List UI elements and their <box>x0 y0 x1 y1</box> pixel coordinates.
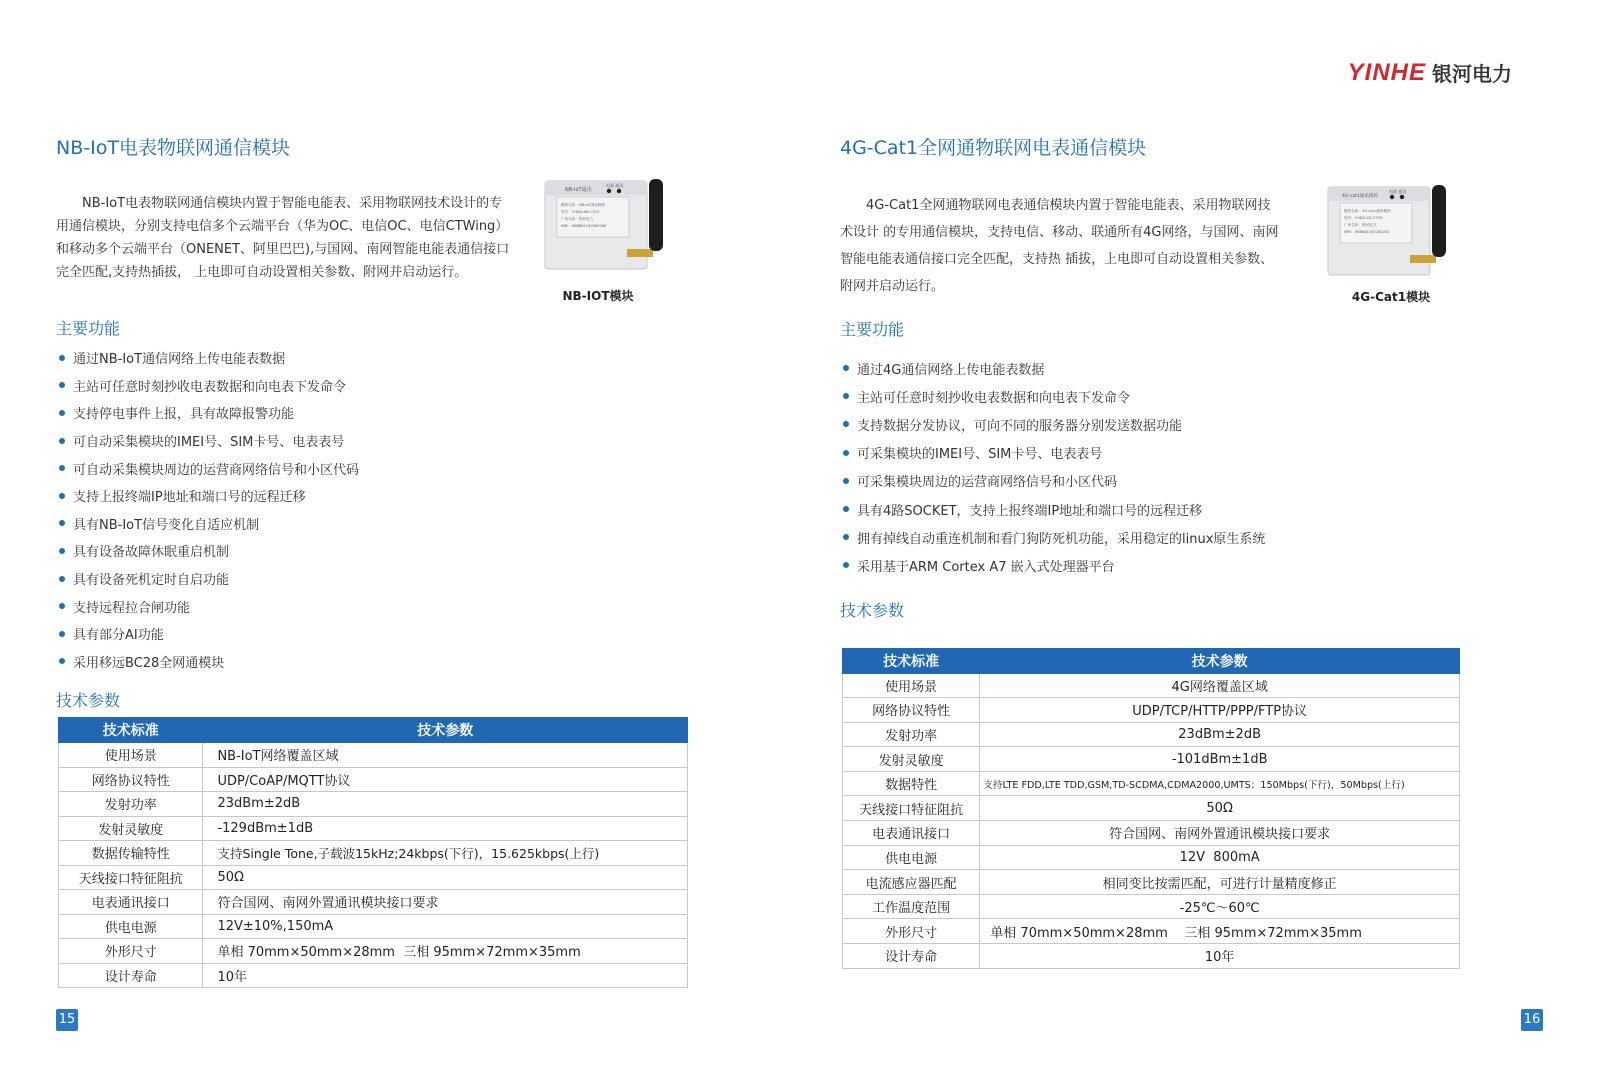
table-row: 供电电源 12V±10%,150mA <box>59 914 688 939</box>
right-intro-text: 4G-Cat1全网通物联网电表通信模块内置于智能电能表、采用物联网技术设计 的专用通信模块，支持电信、移动、联通所有4G网络，与国网、南网智能电能表通信接口完全匹配，支持热 插拔，上电即可自动设置相关参数、附网并启动运行。 <box>840 198 1279 294</box>
bullet-icon <box>59 576 65 582</box>
list-item: 支持数据分发协议，可向不同的服务器分别发送数据功能 <box>843 410 1343 438</box>
list-item: 支持上报终端IP地址和端口号的远程迁移 <box>59 482 499 510</box>
right-page-title: 4G-Cat1全网通物联网电表通信模块 <box>840 137 1147 159</box>
bullet-icon <box>59 382 65 388</box>
list-item: 采用基于ARM Cortex A7 嵌入式处理器平台 <box>843 551 1343 579</box>
bullet-icon <box>59 603 65 609</box>
left-page-title: NB-IoT电表物联网通信模块 <box>56 137 290 159</box>
table-row: 外形尺寸 单相 70mm×50mm×28mm 三相 95mm×72mm×35mm <box>843 919 1460 944</box>
bullet-icon <box>843 393 849 399</box>
bullet-icon <box>59 493 65 499</box>
brand-logo-cn: 银河电力 <box>1432 62 1512 86</box>
table-header-cell: 技术参数 <box>980 649 1460 674</box>
table-row: 使用场景 4G网络覆盖区域 <box>843 673 1460 698</box>
table-row: 设计寿命 10年 <box>843 944 1460 969</box>
bullet-icon <box>843 562 849 568</box>
table-row: 天线接口特征阻抗 50Ω <box>59 865 688 890</box>
page-number-left: 15 <box>56 1009 78 1031</box>
table-row: 发射灵敏度 -101dBm±1dB <box>843 747 1460 772</box>
table-row: 天线接口特征阻抗 50Ω <box>843 796 1460 821</box>
list-item: 可自动采集模块的IMEI号、SIM卡号、电表表号 <box>59 427 499 455</box>
bullet-icon <box>59 410 65 416</box>
list-item: 采用移远BC28全网通模块 <box>59 648 499 676</box>
right-feature-list <box>843 354 1343 580</box>
list-item: 主站可任意时刻抄收电表数据和向电表下发命令 <box>59 372 499 400</box>
right-spec-title: 技术参数 <box>840 601 905 620</box>
bullet-icon <box>843 421 849 427</box>
table-row: 电流感应器匹配 相同变比按需匹配，可进行计量精度修正 <box>843 870 1460 895</box>
right-module-label: 4G-cat1通讯模块 <box>1342 194 1378 199</box>
list-item: 可采集模块周边的运营商网络信号和小区代码 <box>843 467 1343 495</box>
right-image-caption: 4G-Cat1模块 <box>1351 290 1431 304</box>
list-item: 支持停电事件上报，具有故障报警功能 <box>59 399 499 427</box>
list-item: 具有NB-IoT信号变化自适应机制 <box>59 510 499 538</box>
right-features-title: 主要功能 <box>840 320 905 339</box>
list-item: 支持远程拉合闸功能 <box>59 592 499 620</box>
4g-cat1-module-picture <box>1326 181 1456 281</box>
bullet-icon <box>843 365 849 371</box>
list-item: 具有设备故障休眠重启机制 <box>59 537 499 565</box>
table-header-row <box>843 649 1460 674</box>
list-item: 具有4路SOCKET，支持上报终端IP地址和端口号的远程迁移 <box>843 495 1343 523</box>
list-item: 拥有掉线自动重连机制和看门狗防死机功能，采用稳定的linux原生系统 <box>843 523 1343 551</box>
right-module-image <box>1326 181 1456 285</box>
left-feature-list <box>59 344 499 675</box>
list-item: 通过NB-IoT通信网络上传电能表数据 <box>59 344 499 372</box>
table-header-cell: 技术参数 <box>203 718 688 743</box>
left-module-label: NB-IoT通讯 <box>565 187 592 193</box>
left-spec-title: 技术参数 <box>56 691 121 710</box>
right-spec-table <box>842 648 1460 969</box>
table-row: 数据传输特性 支持Single Tone,子载波15kHz;24kbps(下行)，15.625kbps(上行) <box>59 841 688 866</box>
table-row: 供电电源 12V 800mA <box>843 845 1460 870</box>
table-row: 网络协议特性 UDP/CoAP/MQTT协议 <box>59 767 688 792</box>
table-row: 电表通讯接口 符合国网、南网外置通讯模块接口要求 <box>843 821 1460 846</box>
table-row: 外形尺寸 单相 70mm×50mm×28mm 三相 95mm×72mm×35mm <box>59 939 688 964</box>
left-image-caption: NB-IOT模块 <box>562 289 634 303</box>
left-module-info-2: 型号：YHDD-NB-CTOC <box>561 210 601 214</box>
table-header-cell: 技术标准 <box>843 649 980 674</box>
bullet-icon <box>59 658 65 664</box>
list-item: 可自动采集模块周边的运营商网络信号和小区代码 <box>59 454 499 482</box>
bullet-icon <box>59 548 65 554</box>
left-module-info-4: IMEI：868861040280282 <box>561 224 607 228</box>
right-intro <box>840 192 1280 300</box>
table-row: 发射功率 23dBm±2dB <box>843 722 1460 747</box>
table-row: 数据特性 支持LTE FDD,LTE TDD,GSM,TD-SCDMA,CDMA2000,UMTS；150Mbps(下行)，50Mbps(上行) <box>843 771 1460 796</box>
left-module-image <box>543 175 673 279</box>
page-number-right: 16 <box>1521 1009 1543 1031</box>
brand-logo-en: YINHE <box>1347 58 1426 86</box>
bullet-icon <box>59 520 65 526</box>
right-module-lights: 电源 通讯 <box>1389 189 1407 194</box>
list-item: 通过4G通信网络上传电能表数据 <box>843 354 1343 382</box>
bullet-icon <box>843 478 849 484</box>
left-spec-table <box>58 717 688 988</box>
table-row: 网络协议特性 UDP/TCP/HTTP/PPP/FTP协议 <box>843 698 1460 723</box>
bullet-icon <box>59 631 65 637</box>
right-module-info-4: IMEI：868861040280282 <box>1344 230 1390 234</box>
table-row: 发射灵敏度 -129dBm±1dB <box>59 816 688 841</box>
bullet-icon <box>59 355 65 361</box>
table-header-cell: 技术标准 <box>59 718 203 743</box>
bullet-icon <box>843 506 849 512</box>
bullet-icon <box>843 534 849 540</box>
list-item: 主站可任意时刻抄收电表数据和向电表下发命令 <box>843 382 1343 410</box>
table-row: 电表通讯接口 符合国网、南网外置通讯模块接口要求 <box>59 890 688 915</box>
bullet-icon <box>59 465 65 471</box>
list-item: 具有设备死机定时自启功能 <box>59 565 499 593</box>
table-header-row <box>59 718 688 743</box>
left-intro-text: NB-IoT电表物联网通信模块内置于智能电能表、采用物联网技术设计的专 用通信模块，分别支持电信多个云端平台（华为OC、电信OC、电信CTWing）和移动多个云端平台（ONENET、阿里巴巴),与国网、南网智能电能表通信接口完全匹配,支持热插拔， 上电即可自动设置相关参数、附网并启动运行。 <box>56 196 510 280</box>
right-module-info-1: 模块名称：4G-cat1通讯模块 <box>1344 209 1391 213</box>
table-row: 发射功率 23dBm±2dB <box>59 792 688 817</box>
nb-iot-module-picture <box>543 175 673 275</box>
left-module-lights: 电源 通讯 <box>606 183 624 188</box>
right-module-info-3: 厂家名称：银河电力 <box>1344 223 1377 227</box>
right-module-info-2: 型号：YHDD-4G-CTOC <box>1344 216 1383 220</box>
left-module-info-3: 厂家名称：银河电力 <box>561 217 594 221</box>
left-features-title: 主要功能 <box>56 319 121 338</box>
table-row: 使用场景 NB-IoT网络覆盖区域 <box>59 743 688 768</box>
left-intro <box>56 192 510 284</box>
brand-logo <box>1348 58 1512 87</box>
bullet-icon <box>59 438 65 444</box>
left-module-info-1: 模块名称：NB-IoT通讯模块 <box>561 203 606 207</box>
table-row: 设计寿命 10年 <box>59 963 688 988</box>
table-row: 工作温度范围 -25℃～60℃ <box>843 894 1460 919</box>
list-item: 可采集模块的IMEI号、SIM卡号、电表表号 <box>843 439 1343 467</box>
list-item: 具有部分AI功能 <box>59 620 499 648</box>
bullet-icon <box>843 450 849 456</box>
